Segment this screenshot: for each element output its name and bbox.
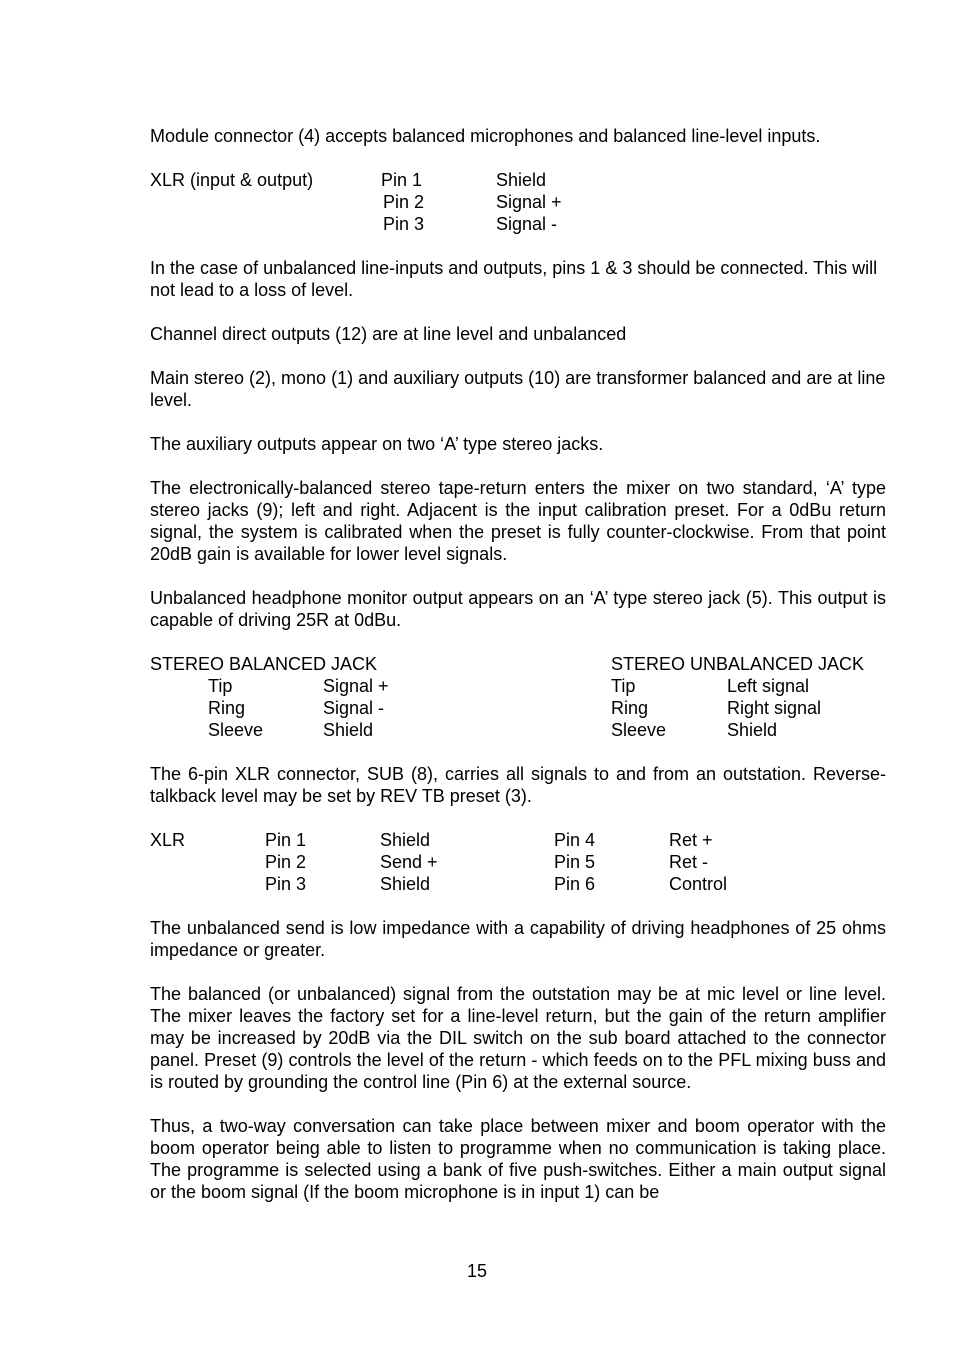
balanced-jack-contact: Sleeve xyxy=(208,720,264,740)
paragraph-unbalanced-line: In the case of unbalanced line-inputs and outputs, pins 1 & 3 should be connected. This will not lead to a loss of level. xyxy=(150,258,878,300)
xlr-sub-label: XLR xyxy=(150,830,186,850)
balanced-jack-title: STEREO BALANCED JACK xyxy=(150,654,378,674)
xlr-sub-row xyxy=(150,851,886,873)
xlr-io-pinout-table xyxy=(150,169,886,235)
balanced-jack-contact: Tip xyxy=(208,676,233,696)
unbalanced-jack-contact: Ring xyxy=(611,698,649,718)
paragraph-tape-return: The electronically-balanced stereo tape-return enters the mixer on two standard, ‘A’ type stereo jacks (9); left and right. Adjacent is the input calibration preset. For a 0dBu return signal, the system is calibrated when the preset is fully counter-clockwise. From that point 20dB gain is available for lower level signals. xyxy=(150,478,886,564)
paragraph-main-stereo: Main stereo (2), mono (1) and auxiliary outputs (10) are transformer balanced and are at line level. xyxy=(150,368,886,410)
xlr-sub-row xyxy=(150,829,886,851)
xlr-io-signal: Signal - xyxy=(496,214,558,234)
xlr-io-pin: Pin 2 xyxy=(383,192,425,212)
paragraph-six-pin: The 6-pin XLR connector, SUB (8), carries all signals to and from an outstation. Reverse-talkback level may be set by REV TB preset (3). xyxy=(150,764,886,806)
jack-row xyxy=(150,719,886,741)
xlr-io-label: XLR (input & output) xyxy=(150,170,314,190)
balanced-jack-contact: Ring xyxy=(208,698,246,718)
xlr-sub-pin: Pin 4 xyxy=(554,830,596,850)
paragraph-two-way: Thus, a two-way conversation can take place between mixer and boom operator with the boom operator being able to listen to programme when no communication is taking place. The programme is selected using a bank of five push-switches. Either a main output signal or the boom signal (If the boom microphone is in input 1) can be xyxy=(150,1116,886,1202)
unbalanced-jack-title: STEREO UNBALANCED JACK xyxy=(611,654,865,674)
jack-row xyxy=(150,697,886,719)
xlr-sub-signal: Control xyxy=(669,874,728,894)
document-body xyxy=(150,125,886,1225)
xlr-sub-row xyxy=(150,873,886,895)
xlr-io-pin: Pin 3 xyxy=(383,214,425,234)
xlr-sub-pin: Pin 2 xyxy=(265,852,307,872)
xlr-sub-pin: Pin 6 xyxy=(554,874,596,894)
page-number: 15 xyxy=(466,1261,488,1281)
xlr-sub-pinout-table xyxy=(150,829,886,895)
balanced-jack-signal: Signal + xyxy=(323,676,389,696)
xlr-sub-pin: Pin 3 xyxy=(265,874,307,894)
jack-row xyxy=(150,675,886,697)
unbalanced-jack-contact: Sleeve xyxy=(611,720,667,740)
unbalanced-jack-signal: Shield xyxy=(727,720,778,740)
unbalanced-jack-signal: Right signal xyxy=(727,698,822,718)
xlr-io-row xyxy=(150,169,886,191)
paragraph-headphone: Unbalanced headphone monitor output appears on an ‘A’ type stereo jack (5). This output is capable of driving 25R at 0dBu. xyxy=(150,588,886,630)
unbalanced-jack-contact: Tip xyxy=(611,676,636,696)
xlr-io-row xyxy=(150,191,886,213)
paragraph-balanced-signal: The balanced (or unbalanced) signal from the outstation may be at mic level or line level. The mixer leaves the factory set for a line-level return, but the gain of the return amplifier may be increased by 20dB via the DIL switch on the sub board attached to the connector panel. Preset (9) controls the level of the return - which feeds on to the PFL mixing buss and is routed by grounding the control line (Pin 6) at the external source. xyxy=(150,984,886,1092)
xlr-sub-signal: Shield xyxy=(380,830,431,850)
xlr-io-row xyxy=(150,213,886,235)
xlr-sub-signal: Shield xyxy=(380,874,431,894)
paragraph-module-connector: Module connector (4) accepts balanced microphones and balanced line-level inputs. xyxy=(150,126,821,146)
unbalanced-jack-signal: Left signal xyxy=(727,676,810,696)
xlr-sub-signal: Send + xyxy=(380,852,438,872)
balanced-jack-signal: Signal - xyxy=(323,698,385,718)
xlr-sub-signal: Ret - xyxy=(669,852,709,872)
jack-title-row xyxy=(150,653,886,675)
paragraph-aux-outputs: The auxiliary outputs appear on two ‘A’ type stereo jacks. xyxy=(150,434,604,454)
xlr-io-pin: Pin 1 xyxy=(381,170,423,190)
balanced-jack-signal: Shield xyxy=(323,720,374,740)
xlr-sub-pin: Pin 1 xyxy=(265,830,307,850)
paragraph-unbalanced-send: The unbalanced send is low impedance with a capability of driving headphones of 25 ohms impedance or greater. xyxy=(150,918,886,960)
xlr-io-signal: Signal + xyxy=(496,192,562,212)
paragraph-channel-direct: Channel direct outputs (12) are at line level and unbalanced xyxy=(150,324,627,344)
xlr-sub-signal: Ret + xyxy=(669,830,713,850)
jack-wiring-table xyxy=(150,653,886,741)
xlr-io-signal: Shield xyxy=(496,170,547,190)
xlr-sub-pin: Pin 5 xyxy=(554,852,596,872)
